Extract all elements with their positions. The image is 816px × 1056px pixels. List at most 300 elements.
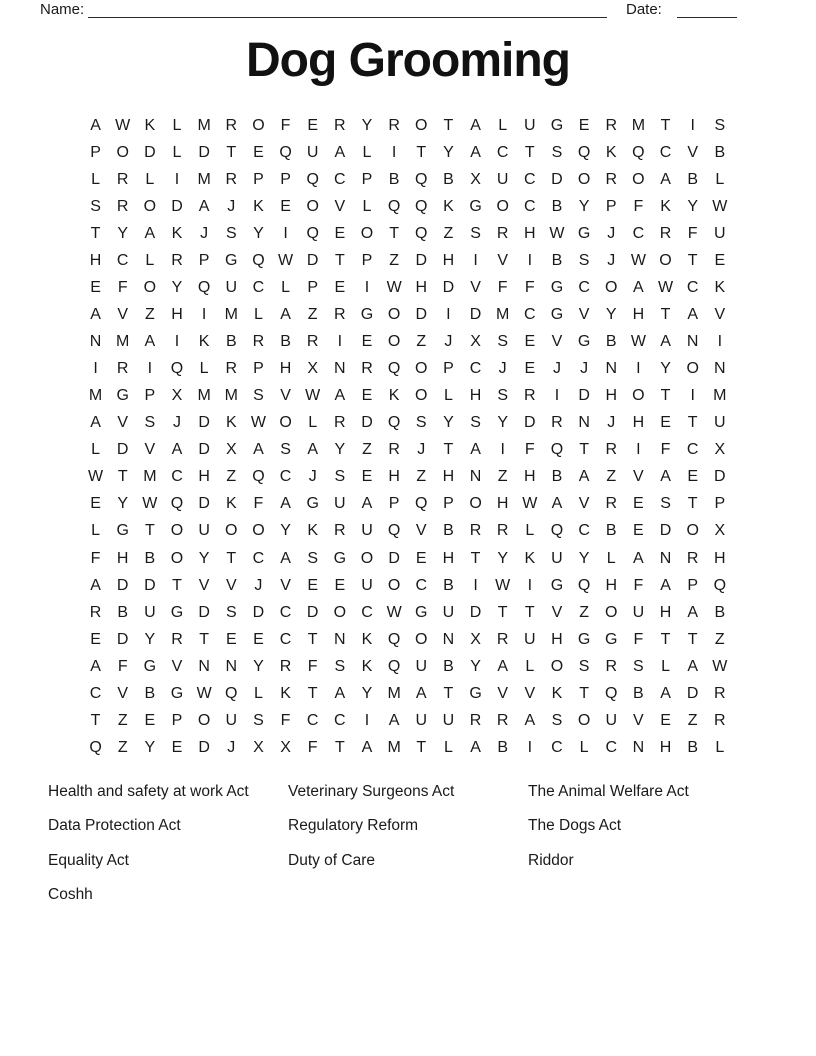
grid-letter: V	[714, 305, 726, 323]
grid-letter: L	[253, 305, 263, 323]
grid-letter: U	[524, 116, 536, 134]
grid-letter: E	[660, 414, 671, 432]
grid-letter: A	[280, 305, 291, 323]
grid-letter: I	[364, 278, 370, 296]
grid-letter: W	[630, 333, 646, 351]
grid-letter: D	[198, 603, 210, 621]
grid-letter: L	[145, 251, 155, 269]
grid-letter: B	[605, 522, 617, 540]
grid-letter: E	[253, 630, 264, 648]
grid-letter: S	[497, 387, 509, 405]
grid-letter: R	[714, 684, 726, 702]
grid-letter: D	[116, 630, 129, 648]
grid-letter: L	[443, 387, 453, 405]
grid-letter: Z	[416, 333, 427, 351]
grid-letter: T	[307, 684, 318, 702]
grid-letter: H	[496, 495, 509, 513]
grid-letter: A	[90, 414, 101, 432]
grid-letter: E	[253, 143, 264, 161]
grid-letter: K	[198, 333, 210, 351]
grid-letter: R	[252, 333, 265, 351]
grid-letter: M	[224, 387, 238, 405]
grid-letter: B	[605, 333, 617, 351]
grid-letter: X	[470, 170, 481, 188]
grid-letter: E	[524, 333, 536, 351]
grid-letter: M	[143, 468, 157, 486]
grid-letter: M	[496, 305, 510, 323]
grid-letter: P	[253, 360, 264, 378]
grid-letter: D	[306, 251, 319, 269]
grid-letter: F	[90, 549, 101, 567]
grid-letter: B	[497, 738, 509, 756]
grid-letter: P	[443, 495, 454, 513]
grid-letter: J	[417, 441, 426, 459]
grid-letter: T	[579, 684, 589, 702]
grid-letter: V	[633, 711, 644, 729]
grid-letter: H	[524, 224, 536, 242]
grid-letter: I	[391, 143, 397, 161]
grid-letter: Y	[253, 657, 264, 675]
grid-letter: B	[225, 333, 237, 351]
grid-letter: R	[496, 630, 509, 648]
grid-letter: D	[252, 603, 265, 621]
grid-letter: A	[660, 468, 671, 486]
grid-letter: F	[633, 197, 644, 215]
grid-letter: F	[307, 738, 318, 756]
grid-letter: Q	[713, 576, 727, 594]
grid-letter: Z	[606, 468, 617, 486]
grid-letter: Y	[171, 278, 183, 296]
grid-letter: Y	[497, 549, 509, 567]
grid-letter: R	[116, 197, 129, 215]
grid-letter: S	[714, 116, 726, 134]
grid-letter: X	[714, 441, 726, 459]
grid-letter: O	[577, 711, 591, 729]
grid-letter: Y	[578, 197, 590, 215]
grid-letter: O	[360, 549, 374, 567]
grid-letter: V	[497, 684, 509, 702]
grid-letter: J	[200, 224, 209, 242]
grid-letter: Q	[252, 251, 265, 269]
grid-letter: J	[254, 576, 263, 594]
grid-letter: N	[225, 657, 238, 675]
grid-letter: T	[579, 441, 589, 459]
grid-letter: V	[117, 684, 129, 702]
grid-letter: T	[443, 116, 454, 134]
grid-letter: Z	[687, 711, 698, 729]
grid-letter: K	[280, 684, 291, 702]
grid-letter: Q	[415, 495, 428, 513]
word-item: Veterinary Surgeons Act	[288, 783, 455, 800]
grid-letter: H	[605, 576, 618, 594]
grid-letter: R	[551, 414, 563, 432]
grid-letter: O	[387, 333, 401, 351]
word-item: The Dogs Act	[528, 817, 622, 835]
grid-letter: F	[524, 441, 535, 459]
grid-letter: I	[446, 305, 451, 323]
grid-letter: A	[144, 224, 156, 242]
grid-letter: D	[116, 576, 129, 594]
word-list-column	[288, 782, 454, 885]
grid-letter: N	[686, 333, 699, 351]
grid-letter: Q	[387, 197, 401, 215]
grid-letter: U	[605, 711, 618, 729]
grid-letter: R	[714, 711, 726, 729]
grid-letter: M	[116, 333, 130, 351]
grid-letter: G	[550, 116, 564, 134]
grid-letter: C	[686, 278, 699, 296]
grid-letter: A	[633, 278, 644, 296]
grid-letter: I	[473, 251, 478, 269]
grid-letter: A	[470, 143, 481, 161]
grid-letter: T	[497, 603, 508, 621]
grid-letter: P	[687, 576, 698, 594]
grid-letter: A	[497, 657, 509, 675]
grid-letter: E	[633, 495, 644, 513]
grid-letter: R	[306, 333, 319, 351]
grid-letter: A	[388, 711, 400, 729]
grid-letter: I	[147, 360, 153, 378]
grid-letter: K	[524, 549, 536, 567]
grid-letter: H	[171, 305, 183, 323]
grid-letter: T	[687, 414, 698, 432]
grid-letter: L	[308, 414, 318, 432]
grid-letter: U	[334, 495, 346, 513]
grid-letter: R	[334, 522, 346, 540]
grid-letter: I	[174, 333, 180, 351]
grid-letter: P	[443, 360, 454, 378]
grid-letter: K	[253, 197, 264, 215]
grid-letter: Z	[144, 305, 155, 323]
grid-letter: T	[524, 143, 535, 161]
grid-letter: V	[578, 495, 590, 513]
grid-letter: R	[225, 360, 238, 378]
grid-letter: Y	[361, 116, 373, 134]
grid-letter: E	[144, 711, 156, 729]
grid-letter: E	[361, 333, 373, 351]
grid-letter: A	[660, 170, 671, 188]
grid-letter: V	[198, 576, 210, 594]
grid-letter: V	[470, 278, 481, 296]
grid-letter: A	[90, 116, 101, 134]
grid-letter: Q	[197, 278, 211, 296]
grid-letter: Z	[497, 468, 508, 486]
grid-letter: D	[578, 387, 590, 405]
grid-letter: R	[279, 657, 292, 675]
grid-letter: W	[305, 387, 321, 405]
grid-letter: H	[116, 549, 129, 567]
grid-letter: Z	[714, 630, 725, 648]
grid-letter: Q	[387, 414, 401, 432]
grid-letter: U	[306, 143, 319, 161]
grid-letter: B	[144, 549, 156, 567]
grid-letter: U	[714, 414, 726, 432]
grid-letter: F	[660, 441, 671, 459]
grid-letter: W	[278, 251, 294, 269]
grid-letter: F	[497, 278, 508, 296]
grid-letter: H	[442, 549, 455, 567]
grid-letter: U	[144, 603, 156, 621]
grid-letter: O	[415, 387, 428, 405]
grid-letter: S	[90, 197, 101, 215]
grid-letter: G	[170, 684, 184, 702]
name-label: Name:	[40, 1, 85, 18]
grid-letter: A	[524, 711, 536, 729]
grid-letter: C	[252, 278, 265, 296]
puzzle-title: Dog Grooming	[246, 34, 570, 87]
grid-letter: Q	[387, 657, 401, 675]
grid-letter: D	[116, 441, 129, 459]
grid-letter: C	[334, 170, 346, 188]
grid-letter: B	[687, 170, 698, 188]
grid-letter: K	[714, 278, 726, 296]
grid-letter: T	[660, 305, 671, 323]
grid-letter: Y	[117, 224, 129, 242]
grid-letter: D	[144, 143, 156, 161]
grid-letter: O	[306, 197, 319, 215]
grid-letter: R	[605, 441, 618, 459]
grid-letter: S	[280, 441, 291, 459]
grid-letter: T	[687, 251, 698, 269]
grid-letter: R	[171, 251, 183, 269]
grid-letter: M	[197, 387, 211, 405]
grid-letter: R	[116, 360, 129, 378]
grid-letter: C	[252, 549, 265, 567]
grid-letter: L	[362, 197, 372, 215]
grid-letter: C	[469, 360, 482, 378]
grid-letter: C	[524, 197, 536, 215]
grid-letter: L	[661, 657, 670, 675]
grid-letter: Q	[605, 684, 618, 702]
grid-letter: S	[225, 224, 237, 242]
grid-letter: J	[308, 468, 317, 486]
grid-letter: K	[225, 495, 237, 513]
grid-letter: C	[524, 305, 536, 323]
grid-letter: A	[253, 441, 264, 459]
grid-letter: J	[607, 224, 616, 242]
grid-letter: R	[388, 116, 400, 134]
grid-letter: N	[605, 360, 618, 378]
grid-letter: O	[632, 170, 645, 188]
grid-letter: D	[306, 603, 319, 621]
grid-letter: Q	[170, 360, 184, 378]
grid-letter: C	[496, 143, 509, 161]
grid-letter: Q	[577, 143, 591, 161]
grid-letter: V	[225, 576, 237, 594]
grid-letter: H	[388, 468, 400, 486]
word-item: Regulatory Reform	[288, 817, 419, 835]
grid-letter: H	[714, 549, 726, 567]
grid-letter: A	[415, 684, 427, 702]
grid-letter: V	[280, 387, 291, 405]
grid-letter: U	[225, 278, 238, 296]
grid-letter: E	[90, 495, 101, 513]
grid-letter: O	[415, 630, 428, 648]
grid-letter: I	[527, 576, 533, 594]
grid-letter: O	[252, 522, 265, 540]
grid-letter: H	[524, 468, 536, 486]
grid-letter: G	[306, 495, 319, 513]
grid-letter: F	[117, 657, 128, 675]
grid-letter: T	[660, 387, 671, 405]
grid-letter: U	[361, 522, 373, 540]
grid-letter: X	[171, 387, 183, 405]
grid-letter: T	[443, 684, 454, 702]
grid-letter: V	[497, 251, 509, 269]
grid-letter: T	[470, 549, 481, 567]
grid-letter: I	[500, 441, 505, 459]
grid-letter: X	[470, 333, 481, 351]
grid-letter: F	[524, 278, 535, 296]
grid-letter: R	[686, 549, 699, 567]
word-item: Equality Act	[48, 851, 129, 869]
grid-letter: S	[660, 495, 671, 513]
grid-letter: A	[90, 657, 101, 675]
grid-letter: D	[171, 197, 183, 215]
grid-letter: N	[714, 360, 726, 378]
grid-letter: V	[578, 305, 590, 323]
grid-letter: E	[660, 711, 671, 729]
grid-letter: A	[361, 495, 373, 513]
grid-letter: H	[279, 360, 292, 378]
grid-letter: N	[469, 468, 482, 486]
grid-letter: Y	[334, 441, 346, 459]
grid-letter: O	[415, 116, 428, 134]
grid-letter: G	[469, 684, 482, 702]
grid-letter: V	[524, 684, 536, 702]
grid-letter: Z	[416, 468, 427, 486]
grid-letter: Q	[387, 360, 401, 378]
grid-letter: S	[144, 414, 156, 432]
grid-letter: O	[143, 278, 157, 296]
grid-letter: R	[496, 224, 509, 242]
grid-letter: T	[524, 603, 535, 621]
grid-letter: A	[334, 143, 346, 161]
grid-letter: A	[470, 441, 481, 459]
grid-letter: A	[280, 549, 291, 567]
grid-letter: E	[90, 630, 101, 648]
grid-letter: K	[307, 522, 319, 540]
grid-letter: M	[631, 116, 646, 134]
grid-letter: O	[659, 251, 672, 269]
date-blank-line[interactable]	[677, 1, 737, 18]
grid-letter: E	[307, 576, 319, 594]
grid-letter: D	[198, 495, 210, 513]
grid-letter: U	[198, 522, 210, 540]
grid-letter: C	[686, 441, 699, 459]
grid-letter: L	[525, 657, 535, 675]
grid-letter: T	[307, 630, 318, 648]
grid-letter: R	[225, 116, 238, 134]
grid-letter: U	[442, 711, 455, 729]
grid-letter: Y	[117, 495, 129, 513]
grid-letter: R	[605, 170, 618, 188]
grid-letter: J	[444, 333, 453, 351]
grid-letter: E	[361, 468, 373, 486]
grid-letter: Z	[362, 441, 372, 459]
grid-letter: T	[416, 738, 427, 756]
grid-letter: Q	[387, 522, 401, 540]
grid-letter: T	[172, 576, 182, 594]
grid-letter: Y	[443, 143, 454, 161]
grid-letter: O	[686, 360, 699, 378]
grid-letter: J	[607, 414, 616, 432]
grid-letter: R	[334, 305, 346, 323]
grid-letter: Q	[415, 224, 428, 242]
grid-letter: X	[307, 360, 319, 378]
name-blank-line[interactable]	[88, 1, 607, 18]
grid-letter: M	[197, 116, 211, 134]
grid-letter: G	[116, 522, 129, 540]
grid-letter: B	[443, 522, 454, 540]
grid-letter: A	[90, 305, 101, 323]
grid-letter: C	[279, 468, 292, 486]
grid-letter: E	[171, 738, 183, 756]
grid-letter: H	[605, 387, 618, 405]
grid-letter: A	[687, 305, 698, 323]
grid-letter: B	[714, 143, 726, 161]
word-item: Riddor	[528, 851, 574, 869]
grid-letter: F	[253, 495, 264, 513]
grid-letter: G	[143, 657, 157, 675]
grid-letter: T	[199, 630, 210, 648]
grid-letter: C	[89, 684, 102, 702]
grid-letter: C	[116, 251, 129, 269]
grid-letter: Y	[687, 197, 698, 215]
grid-letter: C	[524, 170, 536, 188]
grid-letter: P	[361, 170, 373, 188]
grid-letter: O	[686, 522, 699, 540]
grid-letter: G	[116, 387, 129, 405]
grid-letter: W	[142, 495, 158, 513]
grid-letter: Z	[117, 711, 128, 729]
grid-letter: K	[171, 224, 183, 242]
word-item: Coshh	[48, 886, 93, 904]
grid-letter: B	[144, 684, 156, 702]
grid-letter: A	[334, 684, 346, 702]
grid-letter: L	[281, 278, 290, 296]
grid-letter: J	[580, 360, 589, 378]
grid-letter: U	[524, 630, 536, 648]
grid-letter: E	[90, 278, 101, 296]
grid-letter: T	[416, 143, 427, 161]
grid-letter: W	[386, 278, 402, 296]
grid-letter: D	[524, 414, 536, 432]
grid-letter: B	[443, 657, 454, 675]
grid-letter: A	[361, 738, 373, 756]
grid-letter: P	[388, 495, 400, 513]
grid-letter: A	[144, 333, 156, 351]
grid-letter: A	[280, 495, 291, 513]
grid-letter: C	[306, 711, 319, 729]
grid-letter: O	[605, 603, 618, 621]
grid-letter: Q	[225, 684, 238, 702]
grid-letter: P	[144, 387, 156, 405]
grid-letter: T	[226, 143, 237, 161]
grid-letter: L	[172, 143, 182, 161]
grid-letter: A	[307, 441, 319, 459]
grid-letter: B	[633, 684, 644, 702]
grid-letter: B	[280, 333, 291, 351]
grid-letter: X	[225, 441, 237, 459]
grid-letter: C	[578, 522, 590, 540]
word-item: The Animal Welfare Act	[528, 783, 689, 800]
grid-letter: X	[470, 630, 481, 648]
grid-letter: B	[443, 170, 454, 188]
grid-letter: Z	[389, 251, 399, 269]
grid-letter: J	[607, 251, 616, 269]
grid-letter: F	[687, 224, 698, 242]
